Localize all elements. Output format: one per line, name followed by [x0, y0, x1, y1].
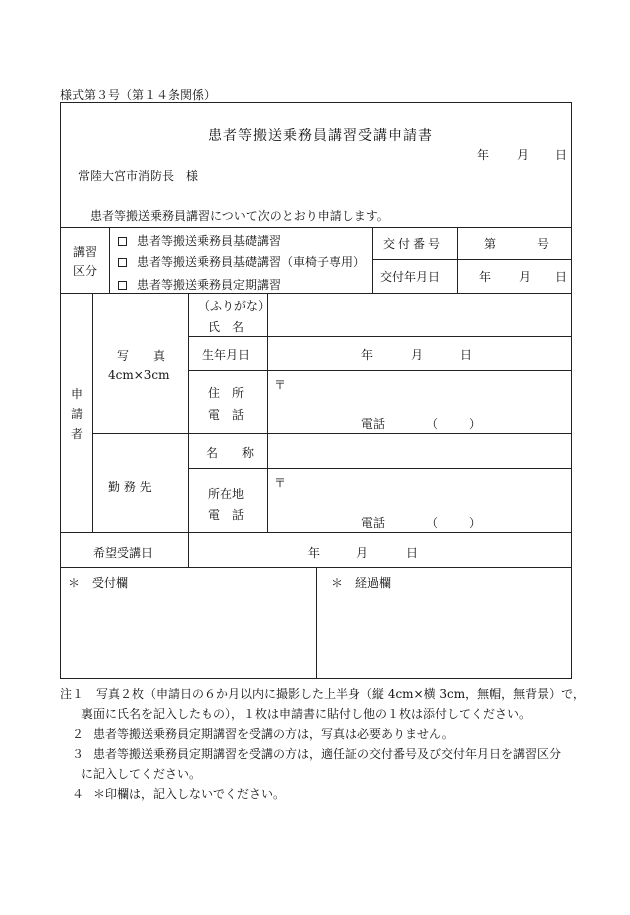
applicant-label-2: 請 [71, 407, 84, 421]
note-4-num: ４ [72, 787, 85, 801]
workplace-paren-open: （ [426, 516, 439, 530]
note-3-text: 患者等搬送乗務員定期講習を受講の方は，適任証の交付番号及び交付年月日を講習区分 [93, 747, 562, 761]
applicant-label-3: 者 [71, 427, 84, 441]
course-option-basic[interactable]: 患者等搬送乗務員基礎講習 [118, 232, 281, 249]
desired-year: 年 [308, 546, 321, 560]
birth-day: 日 [460, 348, 473, 362]
issue-date-label: 交付年月日 [380, 270, 441, 284]
workplace-postal-mark: 〒 [274, 476, 287, 490]
name-label: 氏 名 [208, 320, 245, 334]
birth-month: 月 [411, 348, 424, 362]
workplace-label: 勤 務 先 [108, 480, 152, 494]
form-title: 患者等搬送乗務員講習受講申請書 [208, 128, 433, 144]
note-3-num: ３ [72, 747, 85, 761]
applicant-label-1: 申 [71, 387, 84, 401]
note-3-text-cont: に記入してください。 [81, 767, 202, 781]
workplace-location-label: 所在地 [208, 487, 245, 501]
note-2-num: ２ [72, 727, 85, 741]
issue-number-prefix: 第 [484, 237, 497, 251]
issue-date-day: 日 [555, 270, 568, 284]
applicant-postal-mark: 〒 [274, 378, 287, 392]
desired-day: 日 [406, 546, 419, 560]
workplace-phone-label: 電 話 [208, 508, 245, 522]
checkbox-icon[interactable] [118, 237, 127, 246]
date-year: 年 [477, 148, 490, 162]
applicant-paren-close: ） [469, 417, 482, 431]
applicant-phone-label: 電 話 [208, 408, 245, 422]
note-1-text-cont: 裏面に氏名を記入したもの），１枚は申請書に貼付し他の１枚は添付してください。 [81, 707, 532, 721]
note-4-text: ＊印欄は，記入しないでください。 [93, 787, 286, 801]
desired-date-label: 希望受講日 [93, 546, 154, 560]
date-day: 日 [555, 148, 568, 162]
checkbox-icon[interactable] [118, 281, 127, 290]
photo-label: 写 真 [117, 349, 166, 363]
photo-size: 4cm×3cm [108, 368, 170, 382]
note-1-text: 写真２枚（申請日の６か月以内に撮影した上半身（縦 4cm×横 3cm，無帽，無背景）で， [96, 687, 585, 701]
birth-date-label: 生年月日 [202, 348, 251, 362]
date-month: 月 [517, 148, 530, 162]
address-label: 住 所 [208, 386, 245, 400]
applicant-phone-text: 電話 [361, 417, 386, 431]
reception-label: ＊ 受付欄 [68, 576, 129, 590]
workplace-paren-close: ） [469, 516, 482, 530]
note-2-text: 患者等搬送乗務員定期講習を受講の方は，写真は必要ありません。 [93, 727, 454, 741]
intro-text: 患者等搬送乗務員講習について次のとおり申請します。 [90, 209, 389, 223]
course-label-1: 講習 [73, 245, 98, 259]
checkbox-icon[interactable] [118, 258, 127, 267]
addressee: 常陸大宮市消防長 様 [78, 169, 199, 183]
form-number: 様式第３号（第１４条関係） [60, 88, 217, 102]
issue-number-suffix: 号 [537, 237, 550, 251]
workplace-phone-text: 電話 [361, 516, 386, 530]
furigana-label: （ふりがな） [198, 299, 271, 313]
issue-date-month: 月 [519, 270, 532, 284]
note-1-num: 注１ [60, 687, 85, 701]
issue-number-label: 交付番号 [383, 237, 444, 251]
course-label-2: 区分 [73, 264, 98, 278]
birth-year: 年 [361, 348, 374, 362]
issue-date-year: 年 [479, 270, 492, 284]
progress-label: ＊ 経過欄 [331, 576, 392, 590]
desired-month: 月 [356, 546, 369, 560]
course-option-periodic[interactable]: 患者等搬送乗務員定期講習 [118, 276, 281, 293]
applicant-paren-open: （ [426, 417, 439, 431]
course-option-wheelchair[interactable]: 患者等搬送乗務員基礎講習（車椅子専用） [118, 253, 365, 270]
workplace-name-label: 名 称 [206, 446, 255, 460]
